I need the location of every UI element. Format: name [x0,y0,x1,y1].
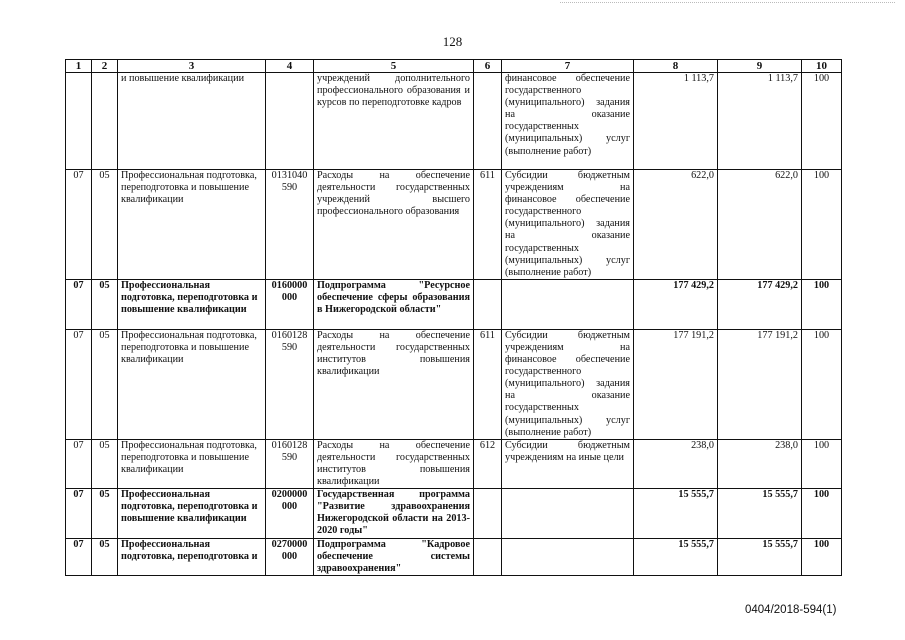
cell-target-code: 0270000 000 [266,539,314,576]
cell-actual-amount: 15 555,7 [718,539,802,576]
cell-expense-type-code: 612 [474,439,502,488]
cell-section-name: и повышение квалификации [118,73,266,170]
cell-target-name: Подпрограмма "Ресурсное обеспечение сферы образования в Нижегородской области" [314,279,474,329]
column-header-6: 6 [474,60,502,73]
cell-planned-amount: 15 555,7 [634,539,718,576]
cell-actual-amount: 177 191,2 [718,329,802,439]
column-header-3: 3 [118,60,266,73]
cell-planned-amount: 177 191,2 [634,329,718,439]
cell-actual-amount: 238,0 [718,439,802,488]
cell-target-name: Расходы на обеспечение деятельности государственных институтов повышения квалификации [314,439,474,488]
column-header-5: 5 [314,60,474,73]
cell-target-name: Государственная программа "Развитие здравоохранения Нижегородской области на 2013-2020 годы" [314,489,474,539]
column-header-8: 8 [634,60,718,73]
cell-subsection: 05 [92,279,118,329]
cell-target-code [266,73,314,170]
cell-percent: 100 [802,489,842,539]
top-dotted-rule [560,2,895,3]
table-header-row [66,60,842,73]
cell-expense-type-name: Субсидии бюджетным учреждениям на финансовое обеспечение государственного (муниципального) задания на оказание государственных (муниципальных) услуг (выполнение работ) [502,329,634,439]
cell-section [66,73,92,170]
column-header-7: 7 [502,60,634,73]
cell-actual-amount: 622,0 [718,170,802,280]
table-row [66,170,842,280]
cell-percent: 100 [802,279,842,329]
cell-target-code: 0131040 590 [266,170,314,280]
cell-section-name: Профессиональная подготовка, переподготовка и повышение квалификации [118,279,266,329]
cell-section-name: Профессиональная подготовка, переподготовка и повышение квалификации [118,329,266,439]
cell-subsection: 05 [92,539,118,576]
table-row [66,279,842,329]
cell-expense-type-name [502,489,634,539]
cell-target-code: 0160128 590 [266,439,314,488]
column-header-10: 10 [802,60,842,73]
cell-planned-amount: 1 113,7 [634,73,718,170]
cell-actual-amount: 1 113,7 [718,73,802,170]
column-header-1: 1 [66,60,92,73]
cell-planned-amount: 238,0 [634,439,718,488]
cell-percent: 100 [802,73,842,170]
table-row [66,439,842,488]
cell-subsection: 05 [92,489,118,539]
cell-expense-type-code: 611 [474,170,502,280]
cell-expense-type-code: 611 [474,329,502,439]
column-header-4: 4 [266,60,314,73]
cell-section-name: Профессиональная подготовка, переподготовка и повышение квалификации [118,489,266,539]
cell-actual-amount: 15 555,7 [718,489,802,539]
cell-subsection: 05 [92,170,118,280]
cell-section: 07 [66,329,92,439]
column-header-9: 9 [718,60,802,73]
cell-section: 07 [66,439,92,488]
cell-expense-type-name: финансовое обеспечение государственного (муниципального) задания на оказание государственных (муниципальных) услуг (выполнение работ) [502,73,634,170]
budget-table [65,59,842,576]
cell-expense-type-code [474,489,502,539]
cell-section-name: Профессиональная подготовка, переподготовка и [118,539,266,576]
cell-actual-amount: 177 429,2 [718,279,802,329]
cell-expense-type-code [474,539,502,576]
cell-section: 07 [66,539,92,576]
column-header-2: 2 [92,60,118,73]
cell-expense-type-name: Субсидии бюджетным учреждениям на иные цели [502,439,634,488]
cell-section: 07 [66,170,92,280]
page-number: 128 [442,34,463,49]
cell-target-name: Расходы на обеспечение деятельности государственных учреждений высшего профессионального образования [314,170,474,280]
cell-planned-amount: 15 555,7 [634,489,718,539]
cell-subsection: 05 [92,439,118,488]
table-row [66,539,842,576]
cell-section: 07 [66,489,92,539]
cell-planned-amount: 622,0 [634,170,718,280]
cell-target-code: 0160000 000 [266,279,314,329]
cell-section-name: Профессиональная подготовка, переподготовка и повышение квалификации [118,170,266,280]
cell-target-code: 0200000 000 [266,489,314,539]
table-row [66,329,842,439]
cell-percent: 100 [802,439,842,488]
cell-expense-type-name [502,539,634,576]
cell-planned-amount: 177 429,2 [634,279,718,329]
cell-expense-type-code [474,73,502,170]
document-code: 0404/2018-594(1) [745,604,837,616]
cell-target-name: учреждений дополнительного профессионального образования и курсов по переподготовке кадров [314,73,474,170]
cell-expense-type-name [502,279,634,329]
cell-section-name: Профессиональная подготовка, переподготовка и повышение квалификации [118,439,266,488]
table-row [66,73,842,170]
cell-target-name: Подпрограмма "Кадровое обеспечение системы здравоохранения" [314,539,474,576]
cell-percent: 100 [802,170,842,280]
cell-section: 07 [66,279,92,329]
cell-subsection [92,73,118,170]
cell-target-name: Расходы на обеспечение деятельности государственных институтов повышения квалификации [314,329,474,439]
cell-target-code: 0160128 590 [266,329,314,439]
cell-expense-type-code [474,279,502,329]
cell-subsection: 05 [92,329,118,439]
cell-percent: 100 [802,329,842,439]
cell-percent: 100 [802,539,842,576]
cell-expense-type-name: Субсидии бюджетным учреждениям на финансовое обеспечение государственного (муниципального) задания на оказание государственных (муниципальных) услуг (выполнение работ) [502,170,634,280]
table-row [66,489,842,539]
